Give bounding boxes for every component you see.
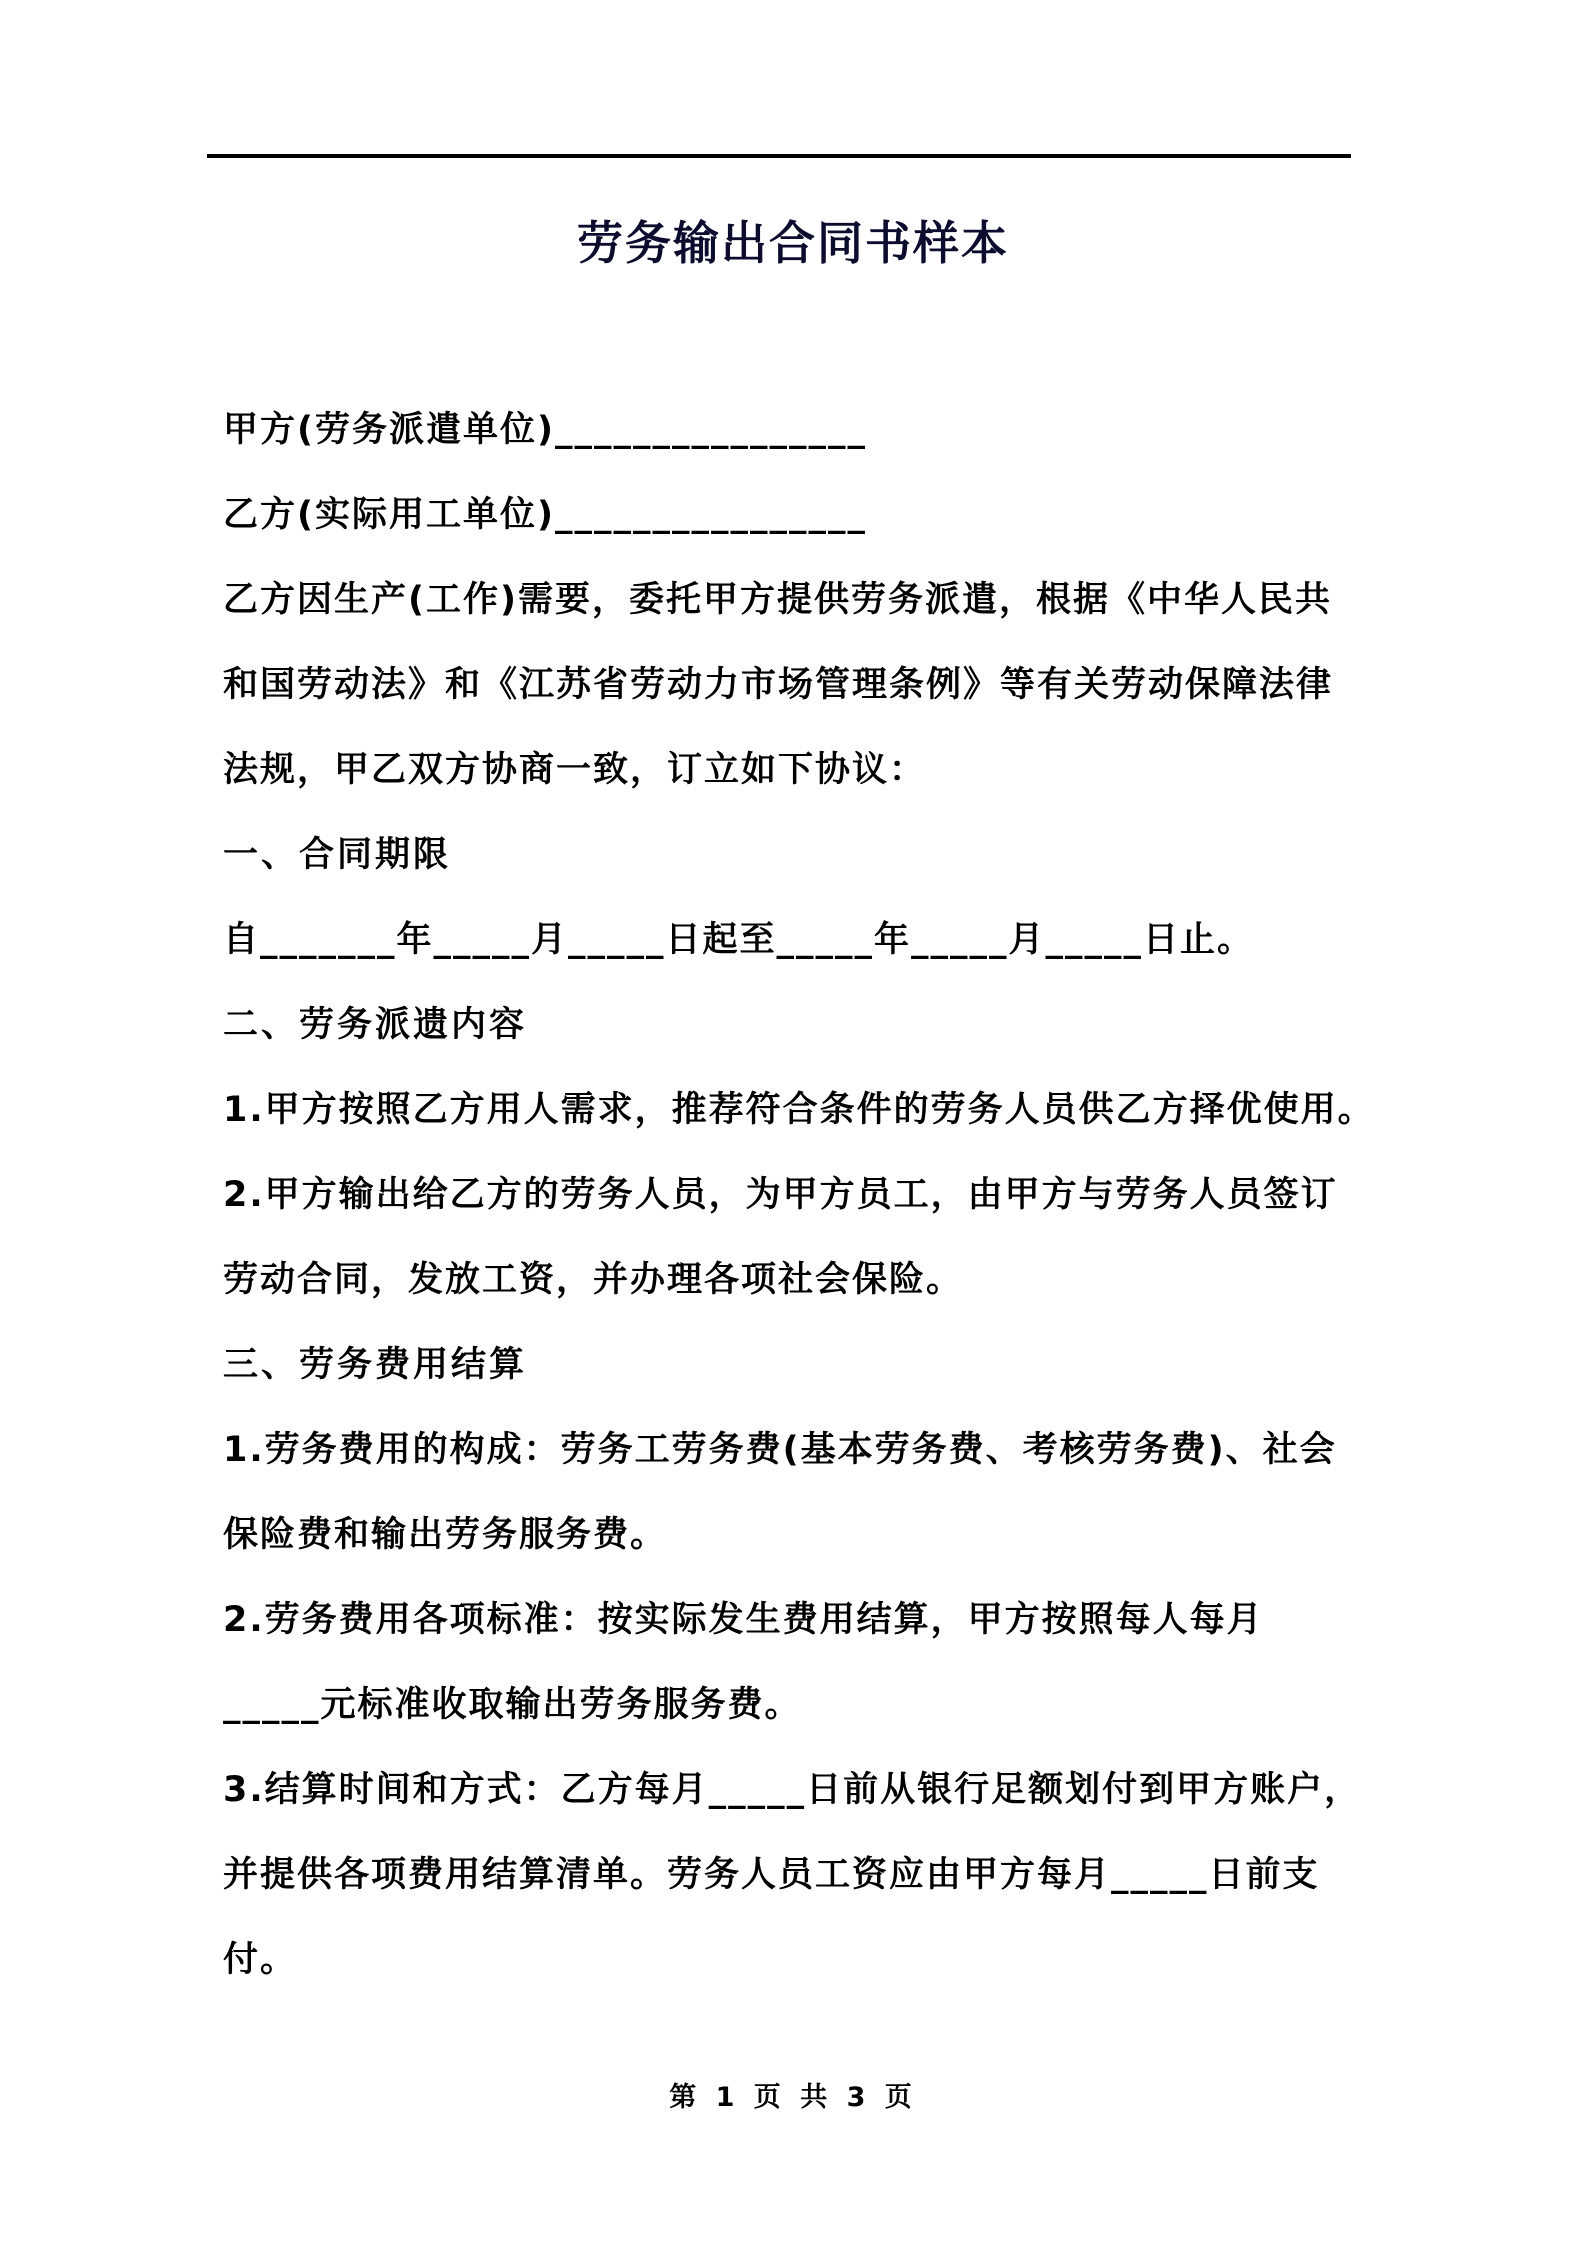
document-body bbox=[223, 388, 1375, 2003]
line-party-b: 乙方(实际用工单位)________________ bbox=[223, 495, 867, 535]
line-preamble-1: 乙方因生产(工作)需要，委托甲方提供劳务派遣，根据《中华人民共 bbox=[223, 580, 1332, 620]
line-fee-composition-2: 保险费和输出劳务服务费。 bbox=[223, 1515, 668, 1555]
heading-section-2-dispatch-content: 二、劳务派遗内容 bbox=[223, 1005, 528, 1045]
line-dispatch-1: 1.甲方按照乙方用人需求，推荐符合条件的劳务人员供乙方择优使用。 bbox=[223, 1090, 1375, 1130]
line-fee-standard-2: _____元标准收取输出劳务服务费。 bbox=[223, 1685, 802, 1725]
page-number: 第 1 页 共 3 页 bbox=[669, 2082, 917, 2113]
line-term-dates: 自_______年_____月_____日起至_____年_____月_____日止。 bbox=[223, 920, 1255, 960]
line-settlement-2: 并提供各项费用结算清单。劳务人员工资应由甲方每月_____日前支 bbox=[223, 1855, 1320, 1895]
line-dispatch-2: 2.甲方输出给乙方的劳务人员，为甲方员工，由甲方与劳务人员签订 bbox=[223, 1175, 1338, 1215]
line-fee-composition-1: 1.劳务费用的构成：劳务工劳务费(基本劳务费、考核劳务费)、社会 bbox=[223, 1430, 1337, 1470]
line-preamble-2: 和国劳动法》和《江苏省劳动力市场管理条例》等有关劳动保障法律 bbox=[223, 665, 1334, 705]
heading-section-3-fee-settlement: 三、劳务费用结算 bbox=[223, 1345, 528, 1385]
line-dispatch-3: 劳动合同，发放工资，并办理各项社会保险。 bbox=[223, 1260, 964, 1300]
line-preamble-3: 法规，甲乙双方协商一致，订立如下协议： bbox=[223, 750, 927, 790]
line-fee-standard-1: 2.劳务费用各项标准：按实际发生费用结算，甲方按照每人每月 bbox=[223, 1600, 1264, 1640]
line-settlement-3: 付。 bbox=[223, 1940, 298, 1980]
heading-section-1-contract-term: 一、合同期限 bbox=[223, 835, 452, 875]
header-rule bbox=[207, 154, 1351, 158]
line-party-a: 甲方(劳务派遣单位)________________ bbox=[223, 410, 867, 450]
line-settlement-1: 3.结算时间和方式：乙方每月_____日前从银行足额划付到甲方账户， bbox=[223, 1770, 1362, 1810]
document-title: 劳务输出合同书样本 bbox=[577, 216, 1009, 270]
